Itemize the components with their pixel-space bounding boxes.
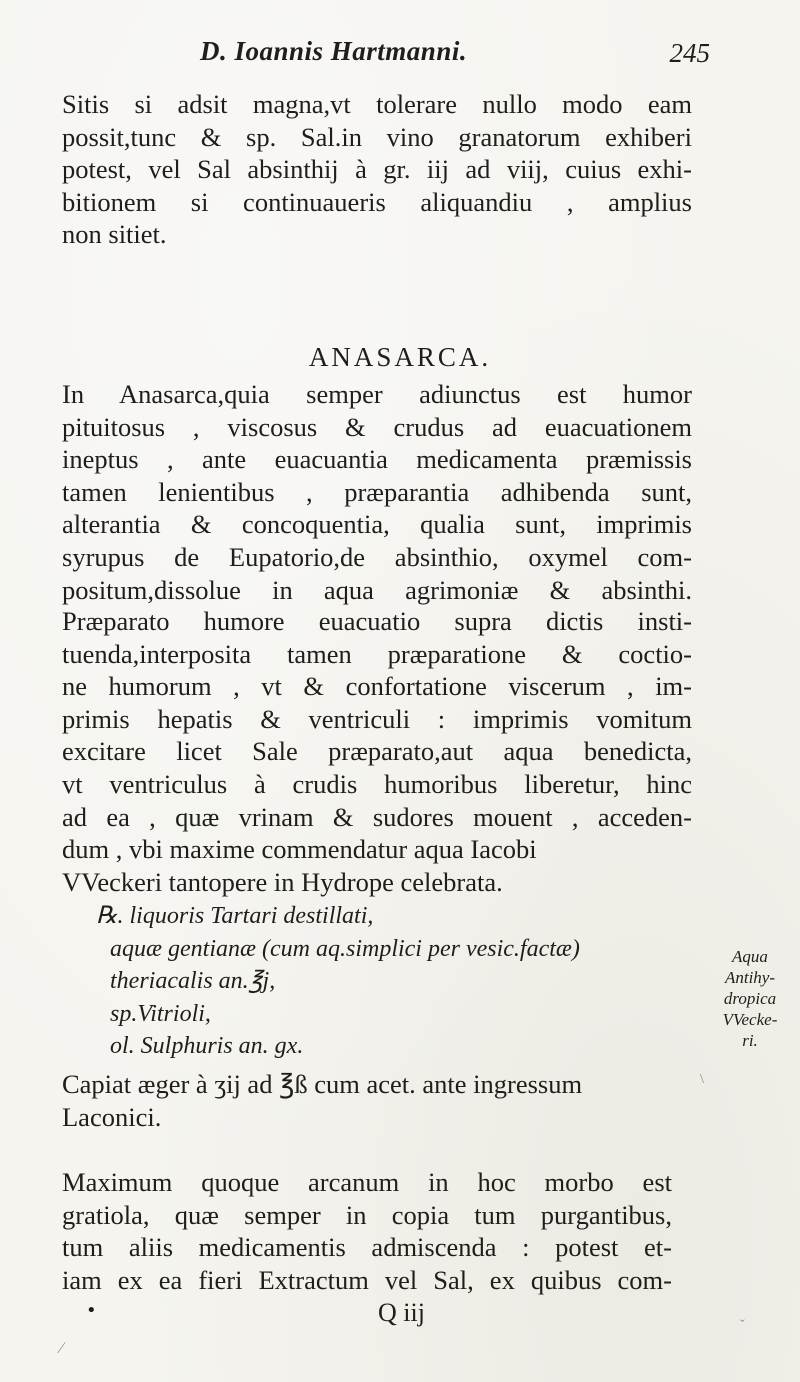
text-line: iam ex ea fieri Extractum vel Sal, ex quibus com- bbox=[62, 1264, 672, 1295]
text-line: possit,tunc & sp. Sal.in vino granatorum exhiberi bbox=[62, 121, 692, 152]
text-line: In Anasarca,quia semper adiunctus est humor bbox=[62, 379, 692, 409]
text-line: Sitis si adsit magna,vt tolerare nullo modo eam bbox=[62, 89, 692, 119]
text-line: pituitosus , viscosus & crudus ad euacuationem bbox=[62, 411, 692, 442]
ink-speck: \ bbox=[700, 1072, 704, 1087]
text-line: gratiola, quæ semper in copia tum purgantibus, bbox=[62, 1199, 672, 1230]
text-line: alterantia & concoquentia, qualia sunt, imprimis bbox=[62, 509, 692, 540]
text-line: primis hepatis & ventriculi : imprimis vomitum bbox=[62, 703, 692, 734]
text-line: positum,dissolue in aqua agrimoniæ & absinthi. bbox=[62, 574, 692, 605]
recipe-line: theriacalis an.℥j, bbox=[110, 968, 276, 995]
paragraph-euacuatio bbox=[62, 605, 692, 898]
paragraph-anasarca bbox=[62, 378, 692, 606]
running-head: D. Ioannis Hartmanni. bbox=[200, 36, 468, 66]
text-line: vt ventriculus à crudis humoribus liberetur, hinc bbox=[62, 768, 692, 799]
margin-note bbox=[700, 946, 800, 1051]
section-heading-anasarca: ANASARCA. bbox=[308, 342, 492, 372]
page-header bbox=[110, 36, 710, 80]
paragraph-capiat bbox=[62, 1068, 692, 1133]
text-line: ineptus , ante euacuantia medicamenta præmissis bbox=[62, 444, 692, 475]
margin-note-line: Antihy- bbox=[724, 968, 776, 987]
text-line: syrupus de Eupatorio,de absinthio, oxymel com- bbox=[62, 541, 692, 572]
text-line: Laconici. bbox=[62, 1101, 162, 1132]
recipe-block bbox=[96, 900, 696, 1063]
text-line: ne humorum , vt & confortatione viscerum , im- bbox=[62, 671, 692, 702]
text-line: Maximum quoque arcanum in hoc morbo est bbox=[62, 1167, 672, 1197]
text-line: tamen lenientibus , præparantia adhibenda sunt, bbox=[62, 476, 692, 507]
paragraph-sitis bbox=[62, 88, 692, 251]
text-line: bitionem si continuaueris aliquandiu , amplius bbox=[62, 186, 692, 217]
recipe-line: ℞. liquoris Tartari destillati, bbox=[96, 903, 374, 929]
text-line: ad ea , quæ vrinam & sudores mouent , acceden- bbox=[62, 801, 692, 832]
text-line: Capiat æger à ʒij ad ℥ß cum acet. ante ingressum bbox=[62, 1069, 583, 1099]
text-line: excitare licet Sale præparato,aut aqua benedicta, bbox=[62, 736, 692, 767]
text-line: tuenda,interposita tamen præparatione & coctio- bbox=[62, 638, 692, 669]
recipe-line: sp.Vitrioli, bbox=[110, 1000, 211, 1027]
text-line: Præparato humore euacuatio supra dictis insti- bbox=[62, 606, 692, 636]
margin-note-line: dropica bbox=[723, 989, 777, 1008]
text-line: tum aliis medicamentis admiscenda : potest et- bbox=[62, 1232, 672, 1263]
paragraph-gratiola bbox=[62, 1166, 672, 1296]
text-line: non sitiet. bbox=[62, 219, 167, 250]
text-line: VVeckeri tantopere in Hydrope celebrata. bbox=[62, 866, 503, 897]
recipe-line: aquæ gentianæ (cum aq.simplici per vesic.factæ) bbox=[110, 935, 580, 962]
text-line: potest, vel Sal absinthij à gr. iij ad viij, cuius exhi- bbox=[62, 154, 692, 185]
page-number: 245 bbox=[669, 38, 710, 68]
margin-note-line: VVecke- bbox=[722, 1010, 778, 1029]
text-line: dum , vbi maxime commendatur aqua Iacobi bbox=[62, 834, 537, 865]
margin-note-line: Aqua bbox=[732, 947, 768, 966]
ink-dot: • bbox=[86, 1300, 97, 1321]
ink-speck: ˇ bbox=[740, 1318, 745, 1333]
recipe-line: ol. Sulphuris an. gx. bbox=[110, 1033, 304, 1060]
ink-speck: ⁄ bbox=[60, 1340, 63, 1357]
signature-mark: Q iij bbox=[378, 1298, 425, 1327]
margin-note-line: ri. bbox=[742, 1031, 758, 1050]
